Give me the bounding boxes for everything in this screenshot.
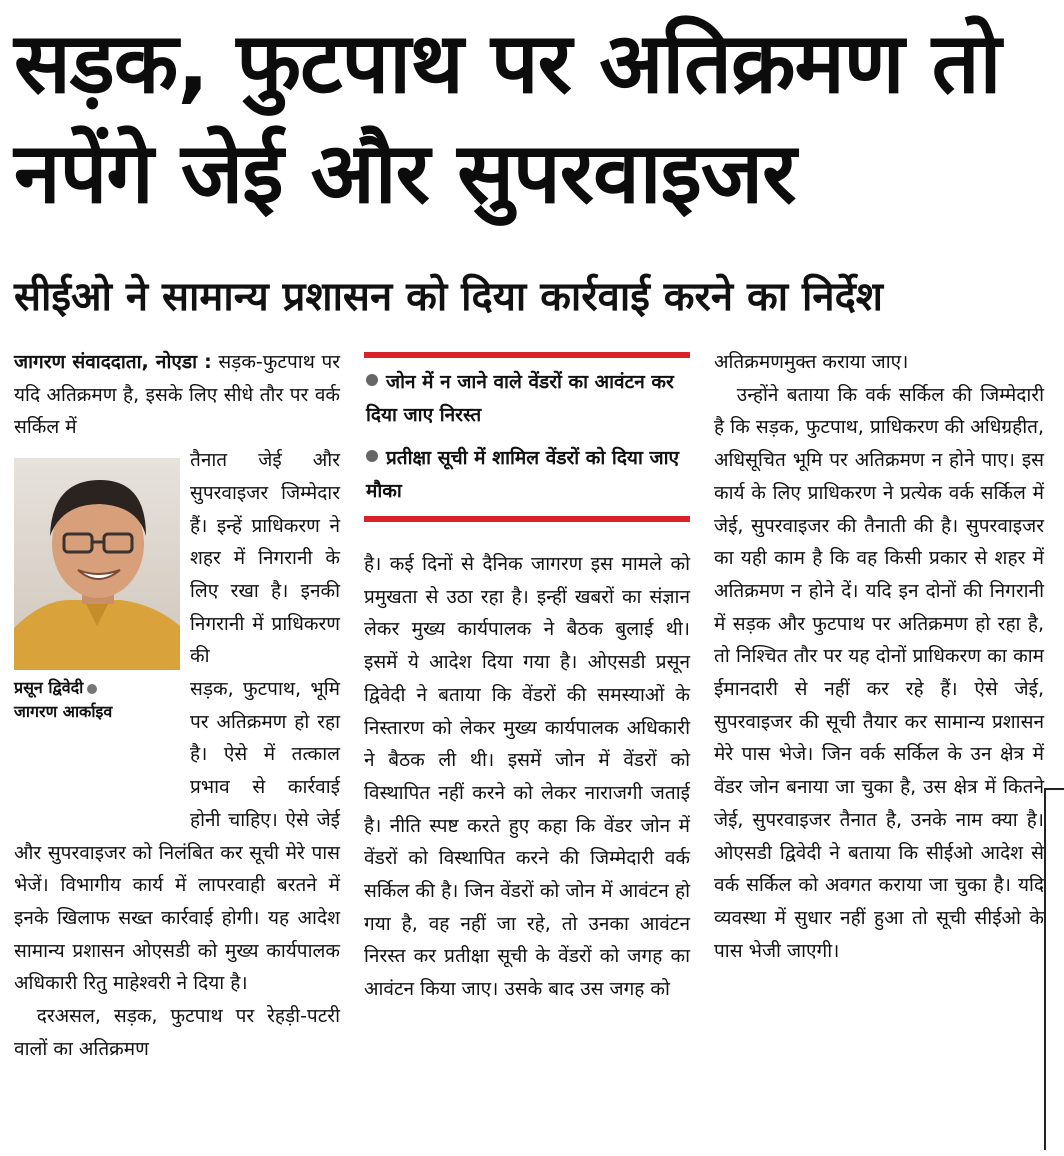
column1-intro: [14, 346, 340, 444]
column1-continued: सड़क, फुटपाथ, भूमि पर अतिक्रमण हो रहा है। ऐसे में तत्काल प्रभाव से कार्रवाई होनी चाहिए। ऐसे जेई और सुपरवाइजर को निलंबित कर सूची मेरे पास भेजें। विभागीय कार्य में लापरवाही बरतने में इनके खिलाफ सख्त कार्रवाई होगी। यह आदेश सामान्य प्रशासन ओएसडी को मुख्य कार्यपालक अधिकारी रितु माहेश्वरी ने दिया है।: [14, 678, 340, 995]
article-column-2: [364, 548, 690, 1006]
bullet-icon: [366, 374, 378, 386]
photo-block: [14, 458, 182, 806]
column1-intro-text: सड़क-फुटपाथ पर यदि अतिक्रमण है, इसके लिए सीधे तौर पर वर्क सर्किल में: [14, 351, 341, 439]
subheadline: सीईओ ने सामान्य प्रशासन को दिया कार्रवाई करने का निर्देश: [14, 274, 884, 320]
bullet-icon: [366, 450, 378, 462]
adjacent-article-border: [1044, 788, 1064, 1150]
caption-source: जागरण आर्काइव: [14, 702, 113, 722]
column1-wrap-text: तैनात जेई और सुपरवाइजर जिम्मेदार हैं। इन्हें प्राधिकरण ने शहर में निगरानी के लिए रखा है। इनकी निगरानी में प्राधिकरण की: [190, 449, 340, 668]
article-column-1: [14, 346, 340, 1065]
dateline: जागरण संवाददाता, नोएडा :: [14, 351, 212, 373]
column1-para2: दरअसल, सड़क, फुटपाथ पर रेहड़ी-पटरी वालों का अतिक्रमण: [14, 1005, 340, 1060]
highlight-text: जोन में न जाने वाले वेंडरों का आवंटन कर दिया जाए निरस्त: [366, 371, 674, 426]
caption-bullet-icon: [87, 684, 97, 694]
column2-text: है। कई दिनों से दैनिक जागरण इस मामले को प्रमुखता से उठा रहा है। इन्हीं खबरों का संज्ञान लेकर मुख्य कार्यपालक ने बैठक बुलाई थी। इसमें ये आदेश दिया गया है। ओएसडी प्रसून द्विवेदी ने बताया कि वेंडरों की समस्याओं के निस्तारण को लेकर मुख्य कार्यपालक अधिकारी ने बैठक ली थी। इसमें जोन में वेंडरों को विस्थापित नहीं करने को लेकर नाराजगी जताई है। नीति स्पष्ट करते हुए कहा कि वेंडर जोन में वेंडरों को विस्थापित करने की जिम्मेदारी वर्क सर्किल की है। जिन वेंडरों को जोन में आवंटन हो गया है, वह नहीं जा रहे, तो उनका आवंटन निरस्त कर प्रतीक्षा सूची के वेंडरों को जगह का आवंटन किया जाए। उसके बाद उस जगह को: [364, 553, 690, 1001]
highlight-item: [366, 442, 686, 508]
portrait-photo: [14, 458, 180, 670]
column3-p2: उन्होंने बताया कि वर्क सर्किल की जिम्मेदारी है कि सड़क, फुटपाथ, प्राधिकरण की अधिग्रहीत, अधिसूचित भूमि पर अतिक्रमण न होने पाए। इस कार्य के लिए प्राधिकरण ने प्रत्येक वर्क सर्किल में जेई, सुपरवाइजर की तैनाती की है। सुपरवाइजर का यही काम है कि वह किसी प्रकार से शहर में अतिक्रमण न होने दें। यदि इन दोनों की निगरानी में सड़क और फुटपाथ पर अतिक्रमण हो रहा है, तो निश्चित तौर पर यह दोनों प्राधिकरण का काम ईमानदारी से नहीं कर रहे हैं। ऐसे जेई, सुपरवाइजर की सूची तैयार कर सामान्य प्रशासन मेरे पास भेजे। जिन वर्क सर्किल के उन क्षेत्र में वेंडर जोन बनाया जा चुका है, उस क्षेत्र में कितने जेई, सुपरवाइजर तैनात है, उनके नाम क्या है। ओएसडी द्विवेदी ने बताया कि सीईओ आदेश से वर्क सर्किल को अवगत कराया जा चुका है। यदि व्यवस्था में सुधार नहीं हुआ तो सूची सीईओ के पास भेजी जाएगी।: [714, 383, 1044, 962]
highlight-text: प्रतीक्षा सूची में शामिल वेंडरों को दिया जाए मौका: [366, 447, 680, 502]
article-column-3: [714, 346, 1044, 967]
caption-name: प्रसून द्विवेदी: [14, 678, 84, 698]
headline: सड़क, फुटपाथ पर अतिक्रमण तो नपेंगे जेई और सुपरवाइजर: [14, 14, 1001, 222]
photo-caption: [14, 676, 182, 724]
highlights-box: [364, 352, 690, 522]
column3-p1: अतिक्रमणमुक्त कराया जाए।: [714, 351, 909, 373]
highlights-top-rule: [364, 352, 690, 358]
highlight-item: [366, 366, 686, 432]
highlights-bottom-rule: [364, 516, 690, 522]
